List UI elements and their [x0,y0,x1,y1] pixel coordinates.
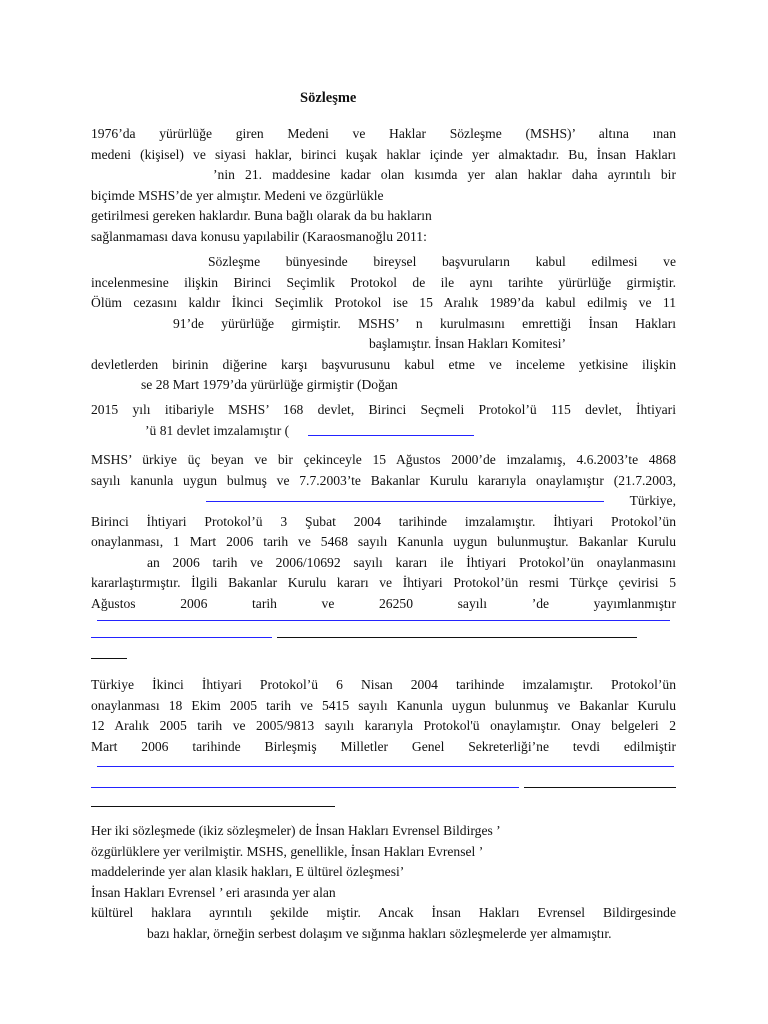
text-line: MSHS’ ürkiye üç beyan ve bir çekinceyle 15 Ağustos 2000’de imzalamış, 4.6.2003’te 4868 [91,452,676,467]
text-line: kültürel haklara ayrıntılı şekilde miştir. Ancak İnsan Hakları Evrensel Bildirgesinde [91,905,676,920]
blank-rule [524,787,676,788]
hyperlink-underline[interactable] [206,501,604,502]
text-line [91,186,601,207]
text-line: onaylanması 18 Ekim 2005 tarih ve 5415 sayılı Kanunla uygun bulunmuş ve Bakanlar Kurulu [91,697,676,713]
text-line: se 28 Mart 1979’da yürürlüğe girmiştir (Doğan [141,377,398,392]
text-line: 91’de yürürlüğe girmiştir. MSHS’ n kurulmasını emrettiği İnsan Hakları [173,315,676,331]
text-line: 1976’da yürürlüğe giren Medeni ve Haklar Sözleşme (MSHS)’ altına ınan [91,126,676,141]
hyperlink-underline[interactable] [91,637,272,638]
paragraph-6 [91,821,676,944]
text-line: İnsan Hakları Evrensel ’ eri arasında yer alan [91,884,336,900]
text-line: Sözleşme bünyesinde bireysel başvuruların kabul edilmesi ve [208,254,676,269]
blank-rule [91,658,127,659]
text-line: ’ü 81 devlet imzalamıştır ( [145,422,290,438]
text-line: Birinci İhtiyari Protokol’ü 3 Şubat 2004 tarihinde imzalamıştır. İhtiyari Protokol’ün [91,513,676,529]
text-line: onaylanması, 1 Mart 2006 tarih ve 5468 sayılı Kanunla uygun bulunmuştur. Bakanlar Kurulu [91,534,676,549]
text-fragment: biçimde MSHS’de yer almıştır. Medeni ve özgürlükle [91,187,384,203]
hyperlink-underline[interactable] [308,435,474,436]
text-line: Mart 2006 tarihinde Birleşmiş Milletler Genel Sekreterliği’ne tevdi edilmiştir [91,738,676,754]
hyperlink-underline[interactable] [91,787,519,788]
hyperlink-underline[interactable] [97,620,670,621]
text-line: incelenmesine ilişkin Birinci Seçimlik Protokol de ile aynı tarihte yürürlüğe girmiştir. [91,274,676,290]
paragraph-5 [91,675,676,757]
hyperlink-underline[interactable] [97,766,674,767]
text-line: Ölüm cezasını kaldır İkinci Seçimlik Protokol ise 15 Aralık 1989’da kabul edilmiş ve 11 [91,295,676,310]
blank-rule [277,637,637,638]
text-line: bazı haklar, örneğin serbest dolaşım ve sığınma hakları sözleşmelerde yer almamıştır. [147,925,612,941]
text-line: sayılı kanunla uygun bulmuş ve 7.7.2003’te Bakanlar Kurulu kararıyla onaylamıştır (21.7.2003, [91,472,676,488]
paragraph-2 [91,252,676,396]
text-line: sağlanmaması dava konusu yapılabilir (Karaosmanoğlu 2011: [91,228,427,244]
text-line: maddelerinde yer alan klasik hakları, E ültürel özleşmesi’ [91,864,405,879]
text-line: özgürlüklere yer verilmiştir. MSHS, genellikle, İnsan Hakları Evrensel ’ [91,843,484,859]
text-line: kararlaştırmıştır. İlgili Bakanlar Kurulu kararı ve İhtiyari Protokol’ün resmi Türkçe çevirisi 5 [91,575,676,590]
paragraph-4 [91,450,676,614]
text-line: devletlerden birinin diğerine karşı başvurusunu kabul etme ve inceleme yetkisine ilişkin [91,356,676,372]
blank-rule [91,806,335,807]
text-line: Türkiye İkinci İhtiyari Protokol’ü 6 Nisan 2004 tarihinde imzalamıştır. Protokol’ün [91,677,676,692]
text-line: an 2006 tarih ve 2006/10692 sayılı kararı ile İhtiyari Protokol’ün onaylanmasını [147,554,676,570]
text-line: Ağustos 2006 tarih ve 26250 sayılı ’de yayımlanmıştır [91,595,676,611]
text-line: medeni (kişisel) ve siyasi haklar, birinci kuşak haklar içinde yer almaktadır. Bu, İnsan Hakları [91,146,676,162]
text-line: 12 Aralık 2005 tarih ve 2005/9813 sayılı kararıyla Protokol'ü onaylamıştır. Onay belgeleri 2 [91,718,676,733]
text-line: getirilmesi gereken haklardır. Buna bağlı olarak da bu hakların [91,208,432,223]
text-line: ’nin 21. maddesine kadar olan kısımda yer alan haklar daha ayrıntılı bir [213,167,676,182]
document-title: Sözleşme [300,90,357,106]
paragraph-1 [91,124,676,247]
text-line: Türkiye, [629,493,676,508]
text-line: başlamıştır. İnsan Hakları Komitesi’ [369,336,567,351]
text-line: 2015 yılı itibariyle MSHS’ 168 devlet, Birinci Seçmeli Protokol’ü 115 devlet, İhtiyari [91,402,676,417]
text-line: Her iki sözleşmede (ikiz sözleşmeler) de İnsan Hakları Evrensel Bildirges ’ [91,823,501,838]
